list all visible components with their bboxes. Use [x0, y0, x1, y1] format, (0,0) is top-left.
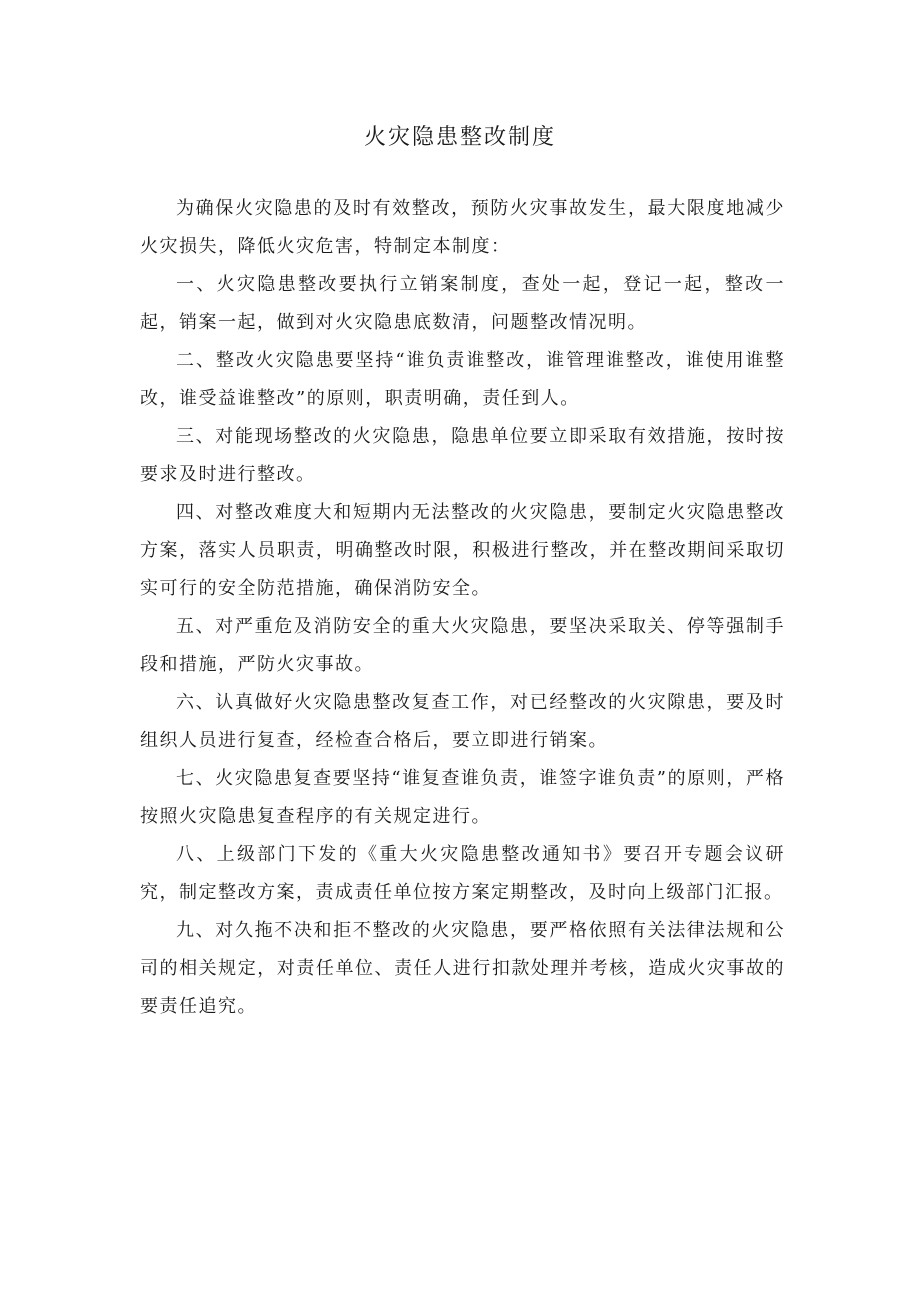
paragraph-clause-1: 一、火灾隐患整改要执行立销案制度，查处一起，登记一起，整改一起，销案一起，做到对火灾隐患底数清，问题整改情况明。: [140, 274, 785, 333]
document-title: 火灾隐患整改制度: [363, 125, 556, 150]
paragraph-intro: 为确保火灾隐患的及时有效整改，预防火灾事故发生，最大限度地减少火灾损失，降低火灾危害，特制定本制度：: [140, 198, 785, 257]
paragraph-clause-6: 六、认真做好火灾隐患整改复查工作，对已经整改的火灾隙患，要及时组织人员进行复查，经检查合格后，要立即进行销案。: [140, 692, 785, 751]
paragraph-clause-3: 三、对能现场整改的火灾隐患，隐患单位要立即采取有效措施，按时按要求及时进行整改。: [140, 426, 785, 485]
document-body: [140, 190, 785, 1026]
paragraph-clause-4: 四、对整改难度大和短期内无法整改的火灾隐患，要制定火灾隐患整改方案，落实人员职责，明确整改时限，积极进行整改，并在整改期间采取切实可行的安全防范措施，确保消防安全。: [140, 502, 785, 599]
paragraph-clause-5: 五、对严重危及消防安全的重大火灾隐患，要坚决采取关、停等强制手段和措施，严防火灾事故。: [140, 616, 785, 675]
paragraph-clause-9: 九、对久拖不决和拒不整改的火灾隐患，要严格依照有关法律法规和公司的相关规定，对责任单位、责任人进行扣款处理并考核，造成火灾事故的要责任追究。: [140, 920, 785, 1017]
paragraph-clause-7: 七、火灾隐患复查要坚持“谁复查谁负责，谁签字谁负责”的原则，严格按照火灾隐患复查程序的有关规定进行。: [140, 768, 785, 827]
paragraph-clause-2: 二、整改火灾隐患要坚持“谁负责谁整改，谁管理谁整改，谁使用谁整改，谁受益谁整改”的原则，职责明确，责任到人。: [140, 350, 785, 409]
paragraph-clause-8: 八、上级部门下发的《重大火灾隐患整改通知书》要召开专题会议研究，制定整改方案，责成责任单位按方案定期整改，及时向上级部门汇报。: [140, 844, 785, 903]
